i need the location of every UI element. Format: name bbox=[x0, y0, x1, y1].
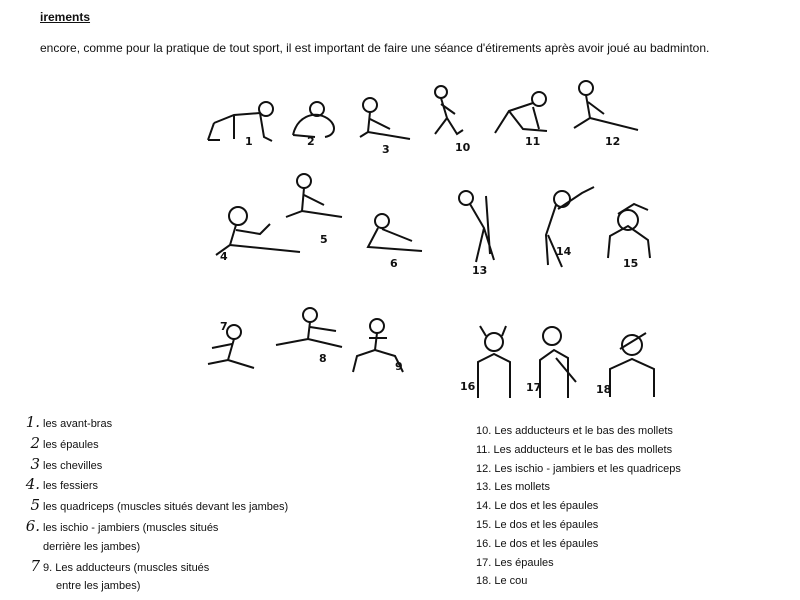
list-item: 14. Le dos et les épaules bbox=[476, 500, 599, 513]
handwritten-mark: 6. bbox=[25, 516, 40, 535]
list-item bbox=[14, 496, 344, 517]
list-item: 15. Le dos et les épaules bbox=[476, 518, 599, 531]
list-item: 18. Le cou bbox=[476, 575, 528, 588]
list-item: 16. Le dos et les épaules bbox=[476, 537, 599, 550]
list-item bbox=[14, 413, 344, 434]
left-legend-list bbox=[14, 413, 344, 596]
stretch-figure-8: 8 bbox=[270, 305, 350, 370]
list-item: 17. Les épaules bbox=[476, 556, 554, 569]
list-item-text: 9. Les adducteurs (muscles situés bbox=[43, 561, 210, 574]
list-item bbox=[14, 434, 344, 455]
list-item bbox=[14, 517, 344, 538]
list-item-text: les avant-bras bbox=[43, 418, 113, 430]
list-item-text: les épaules bbox=[43, 438, 99, 451]
stretch-figure-12: 12 bbox=[568, 78, 648, 148]
list-item bbox=[14, 455, 344, 476]
handwritten-mark: 4. bbox=[25, 475, 40, 494]
stretch-figure-16: 16 bbox=[458, 320, 518, 405]
stretch-figure-1: 1 bbox=[200, 95, 280, 155]
handwritten-mark: 7 bbox=[30, 556, 40, 575]
stretch-figure-2: 2 bbox=[285, 97, 350, 152]
stretch-figure-17: 17 bbox=[520, 320, 580, 405]
stretch-figure-11: 11 bbox=[487, 89, 557, 154]
handwritten-mark: 3 bbox=[30, 454, 40, 473]
stretch-figure-10: 10 bbox=[425, 84, 470, 154]
list-item-text: les ischio - jambiers (muscles situés bbox=[43, 521, 219, 534]
stretch-figure-3: 3 bbox=[350, 97, 420, 157]
stretch-figure-13: 13 bbox=[450, 184, 510, 279]
stretch-figure-4: 4 bbox=[200, 200, 310, 270]
list-item-continuation: entre les jambes) bbox=[56, 580, 141, 593]
stretch-figure-6: 6 bbox=[352, 211, 432, 271]
list-item: 10. Les adducteurs et le bas des mollets bbox=[476, 425, 673, 437]
stretch-figure-14: 14 bbox=[522, 183, 602, 278]
list-item-text: les fessiers bbox=[43, 480, 99, 493]
handwritten-mark: 2 bbox=[30, 433, 40, 452]
stretch-figure-15: 15 bbox=[598, 196, 662, 271]
stretch-figure-5: 5 bbox=[282, 173, 352, 238]
stretch-figure-7: 7 bbox=[200, 318, 260, 383]
intro-paragraph: encore, comme pour la pratique de tout sport, il est important de faire une séance d'étirements après avoir joué au badminton. bbox=[40, 41, 710, 55]
stretch-figure-18: 18 bbox=[590, 325, 660, 405]
list-item bbox=[14, 475, 344, 496]
list-item-text: les quadriceps (muscles situés devant les jambes) bbox=[43, 501, 289, 514]
list-item-text: les chevilles bbox=[43, 459, 103, 472]
list-item: 12. Les ischio - jambiers et les quadriceps bbox=[476, 462, 681, 475]
list-item bbox=[14, 557, 344, 578]
handwritten-mark: 5 bbox=[30, 496, 40, 515]
list-item-continuation: derrière les jambes) bbox=[43, 540, 141, 553]
list-item: 11. Les adducteurs et le bas des mollets bbox=[476, 443, 673, 456]
right-legend-list bbox=[476, 422, 796, 591]
list-item: 13. Les mollets bbox=[476, 481, 550, 494]
handwritten-mark: 1. bbox=[25, 413, 40, 431]
stretch-figure-9: 9 bbox=[347, 316, 413, 381]
section-heading: irements bbox=[40, 10, 91, 24]
